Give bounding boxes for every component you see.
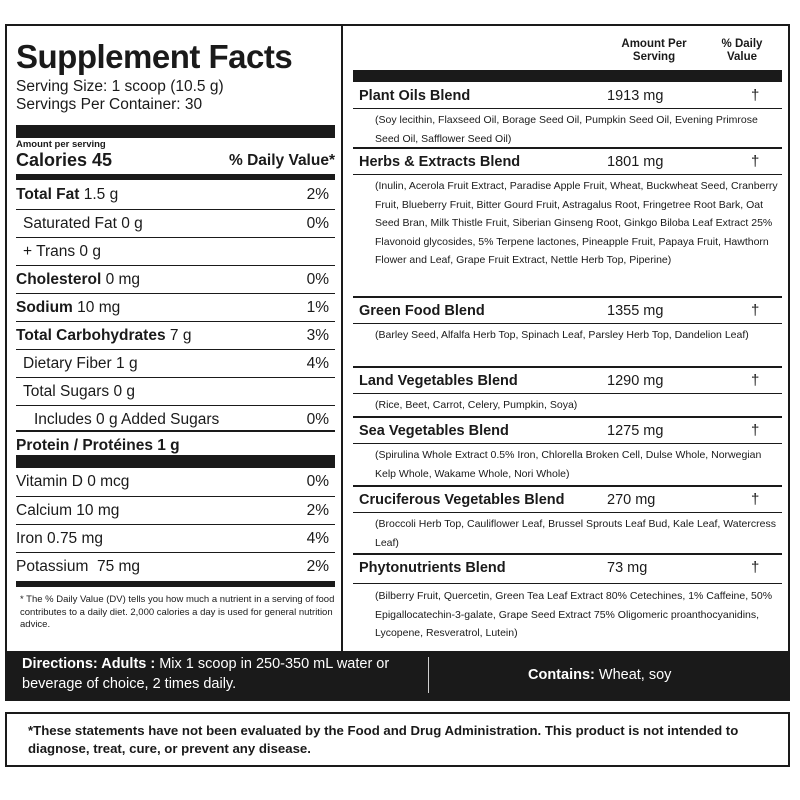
nutrient-row-protein [16,430,335,458]
nutrient-row-total-fat [16,181,335,209]
dagger-mark: † [751,153,760,170]
dagger-mark: † [751,372,760,389]
dagger-mark: † [751,87,760,104]
blend-amount: 73 mg [607,560,648,576]
blend-ingredients: (Barley Seed, Alfalfa Herb Top, Spinach Leaf, Parsley Herb Top, Dandelion Leaf) [375,329,749,341]
facts-title: Supplement Facts [16,38,293,75]
mineral-name: Vitamin D 0 mcg [16,473,130,490]
nutrient-name: Cholesterol [16,271,102,288]
row-divider [353,174,782,175]
blend-amount: 1275 mg [607,423,664,439]
dagger-mark: † [751,491,760,508]
mineral-dv: 2% [306,558,329,575]
directions [22,655,412,694]
blend-plant-oils [353,83,782,145]
nutrient-dv: 0% [306,271,329,288]
blend-amount: 1290 mg [607,373,664,389]
blend-ingredients: (Inulin, Acerola Fruit Extract, Paradise Apple Fruit, Wheat, Buckwheat Seed, Cranberry Fruit, Blueberry Fruit, Bitter Gourd Fruit, Astragalus Root, Fringetree Root Bark, Oat Seed Bran, Milk Thistle Fruit, Siberian Ginseng Root, Ginkgo Biloba Leaf Extract 25% Flavonoid glycosides, 5% Terpene lactones, Pineapple Fruit, Papaya Fruit, Hawthorn Flower and Leaf, Grape Fruit Extract, Nettle Herb Top, Piperine) [375,180,778,266]
blend-ingredients: (Soy lecithin, Flaxseed Oil, Borage Seed Oil, Pumpkin Seed Oil, Evening Primrose Seed Oil, Safflower Seed Oil) [375,114,758,145]
nutrient-row-trans-fat [16,237,335,265]
mineral-name: Potassium 75 mg [16,558,141,575]
dagger-mark: † [751,422,760,439]
directions-label: Directions: Adults : [22,656,156,672]
nutrient-row-saturated-fat [16,209,335,237]
nutrient-amount: 1.5 g [83,186,119,203]
blend-name: Herbs & Extracts Blend [359,154,521,170]
blend-phytonutrients [353,553,782,649]
nutrient-name: Dietary Fiber 1 g [23,355,138,372]
contains-text: Wheat, soy [594,667,672,683]
nutrient-amount: 10 mg [77,299,121,316]
facts-box [7,26,343,651]
nutrient-amount: 0 mg [105,271,141,288]
dagger-mark: † [751,302,760,319]
fda-disclaimer: *These statements have not been evaluated by the Food and Drug Administration. This product is not intended to diagnose, treat, cure, or prevent any disease. [28,723,739,756]
thick-divider [16,455,335,468]
blend-name: Green Food Blend [359,303,485,319]
supplement-facts-panel [5,24,790,701]
nutrient-row-added-sugars [16,405,335,433]
blend-ingredients: (Broccoli Herb Top, Cauliflower Leaf, Brussel Sprouts Leaf Bud, Kale Leaf, Watercress Leaf) [375,518,776,549]
mineral-row-potassium [16,552,335,580]
nutrient-dv: 4% [306,355,329,372]
contains [528,667,671,683]
blend-amount: 1801 mg [607,154,664,170]
nutrient-name: Total Sugars 0 g [23,383,136,400]
nutrient-row-total-carbohydrates [16,321,335,349]
blend-herbs-extracts [353,147,782,293]
mineral-name: Iron 0.75 mg [16,530,104,547]
row-divider [353,583,782,584]
daily-value-header: % Daily Value* [229,152,335,169]
nutrient-name: Sodium [16,299,73,316]
medium-divider [16,174,335,180]
nutrient-row-cholesterol [16,265,335,293]
blend-sea-vegetables [353,416,782,482]
mineral-dv: 4% [306,530,329,547]
nutrient-name: + Trans 0 g [23,243,101,260]
blend-ingredients: (Rice, Beet, Carrot, Celery, Pumpkin, Soya) [375,399,578,411]
blend-name: Phytonutrients Blend [359,560,506,576]
nutrient-dv: 3% [306,327,329,344]
blend-amount: 1913 mg [607,88,664,104]
nutrient-amount: 7 g [169,327,192,344]
nutrient-row-total-sugars [16,377,335,405]
row-divider [353,108,782,109]
nutrient-row-sodium [16,293,335,321]
serving-size: Serving Size: 1 scoop (10.5 g) [16,78,224,95]
daily-value-column-header: % Daily Value [721,38,763,63]
thick-divider [16,125,335,138]
nutrient-name: Includes 0 g Added Sugars [34,411,220,428]
blend-name: Sea Vegetables Blend [359,423,509,439]
mineral-row-vitamin-d [16,468,335,496]
nutrient-name: Protein / Protéines 1 g [16,437,180,454]
blend-green-food [353,296,782,363]
nutrient-name: Saturated Fat 0 g [23,215,143,232]
row-divider [353,443,782,444]
blend-name: Land Vegetables Blend [359,373,518,389]
blend-name: Plant Oils Blend [359,88,471,104]
nutrient-dv: 1% [306,299,329,316]
blend-cruciferous-vegetables [353,485,782,550]
servings-per-container: Servings Per Container: 30 [16,96,203,113]
nutrient-dv: 2% [306,186,329,203]
directions-text: Mix 1 scoop in 250-350 mL water or beverage of choice, 2 times daily. [22,656,390,692]
nutrient-dv: 0% [306,411,329,428]
mineral-row-calcium [16,496,335,524]
medium-divider [16,581,335,587]
blend-ingredients: (Bilberry Fruit, Quercetin, Green Tea Leaf Extract 80% Cetechines, 1% Caffeine, 50% Epigallocatechin-3-galate, Grape Seed Extract 75% Oligomeric proanthocyanidins, Lycopene, Resveratrol, Lutein) [375,590,773,639]
contains-label: Contains: [528,667,595,683]
nutrient-dv: 0% [306,215,329,232]
blend-amount: 270 mg [607,492,656,508]
amount-per-serving-label: Amount per serving [16,139,106,150]
blend-amount: 1355 mg [607,303,664,319]
nutrient-name: Total Carbohydrates [16,327,166,344]
blend-name: Cruciferous Vegetables Blend [359,492,565,508]
blend-land-vegetables [353,366,782,413]
mineral-dv: 2% [306,502,329,519]
blend-ingredients: (Spirulina Whole Extract 0.5% Iron, Chlorella Broken Cell, Dulse Whole, Norwegian Kelp Whole, Wakame Whole, Nori Whole) [375,449,762,480]
amount-per-serving-header: Amount Per Serving [621,38,687,63]
fda-disclaimer-box [5,712,790,767]
row-divider [353,512,782,513]
mineral-name: Calcium 10 mg [16,502,120,519]
thick-divider [353,70,782,82]
row-divider [353,323,782,324]
mineral-dv: 0% [306,473,329,490]
dagger-mark: † [751,559,760,576]
nutrient-row-dietary-fiber [16,349,335,377]
calories: Calories 45 [16,150,113,170]
daily-value-footnote: * The % Daily Value (DV) tells you how much a nutrient in a serving of food contributes to a daily diet. 2,000 calories a day is used for general nutrition advice. [20,594,335,630]
mineral-row-iron [16,524,335,552]
row-divider [353,393,782,394]
nutrient-name: Total Fat [16,186,80,203]
blends-box [345,26,790,651]
directions-bar [7,651,788,699]
divider [428,657,429,693]
